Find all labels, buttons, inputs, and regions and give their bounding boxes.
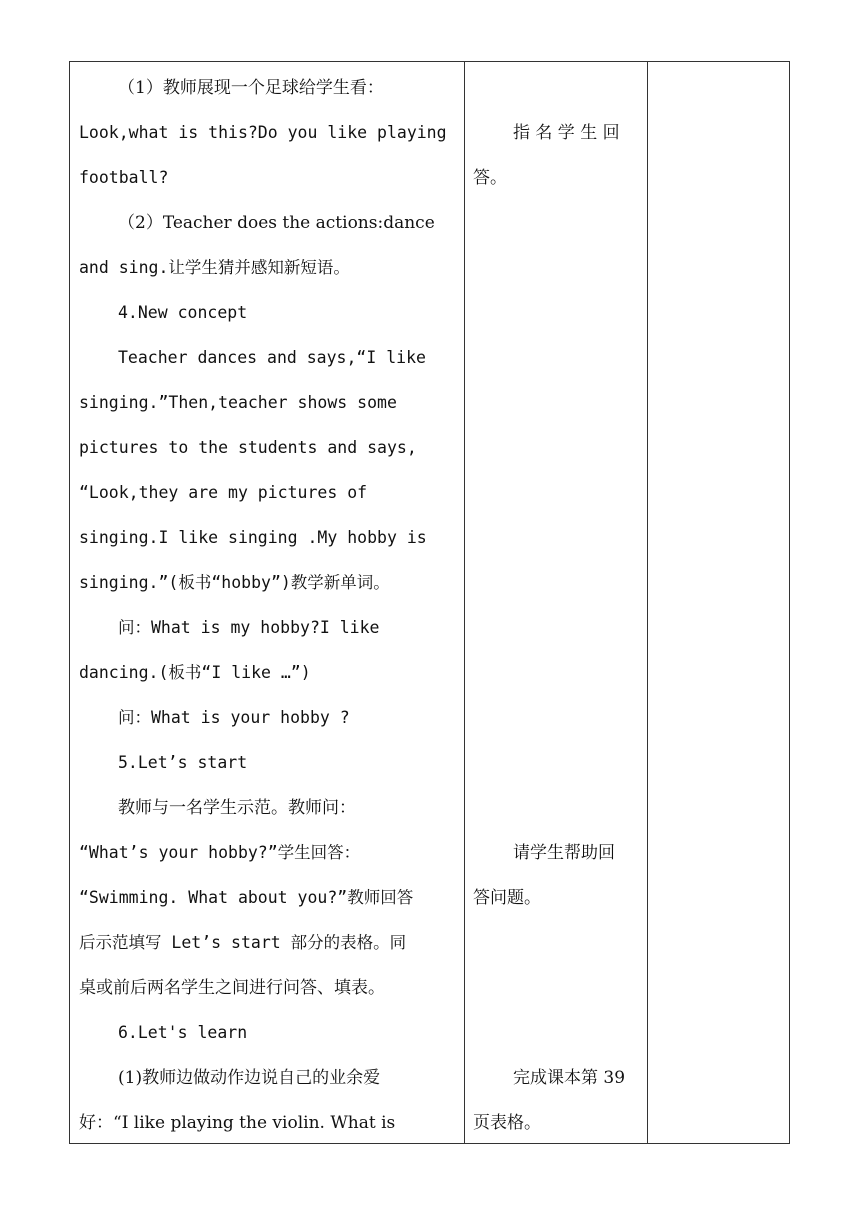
text-line: （2）Teacher does the actions:dance xyxy=(118,213,435,233)
text-line: singing.I like singing .My hobby is xyxy=(79,528,427,547)
text-line: 页表格。 xyxy=(473,1113,541,1133)
text-line: 4.New concept xyxy=(118,303,248,322)
text-line: pictures to the students and says, xyxy=(79,438,417,457)
column-divider xyxy=(647,62,648,1143)
column-divider xyxy=(464,62,465,1143)
text-line: Look,what is this?Do you like playing xyxy=(79,123,447,142)
text-line: 问：What is my hobby?I like xyxy=(118,618,380,637)
text-line: 完成课本第 39 xyxy=(513,1068,626,1088)
text-line: 请学生帮助回 xyxy=(513,843,615,863)
text-line: 答问题。 xyxy=(473,888,541,908)
text-line: singing.”(板书“hobby”)教学新单词。 xyxy=(79,573,390,592)
text-line: 5.Let’s start xyxy=(118,753,248,772)
text-line: and sing.让学生猜并感知新短语。 xyxy=(79,258,350,277)
text-line: 后示范填写 Let’s start 部分的表格。同 xyxy=(79,933,407,952)
text-line: “Look,they are my pictures of xyxy=(79,483,368,502)
text-line: singing.”Then,teacher shows some xyxy=(79,393,397,412)
text-line: Teacher dances and says,“I like xyxy=(118,348,426,367)
text-line: “Swimming. What about you?”教师回答 xyxy=(79,888,414,907)
text-line: 教师与一名学生示范。教师问： xyxy=(118,798,356,818)
text-line: （1）教师展现一个足球给学生看： xyxy=(118,78,384,98)
text-line: dancing.(板书“I like …”) xyxy=(79,663,311,682)
lesson-plan-table xyxy=(69,61,790,1144)
text-line: 答。 xyxy=(473,168,507,188)
text-line: “What’s your hobby?”学生回答： xyxy=(79,843,361,862)
text-line: 好：“I like playing the violin. What is xyxy=(79,1113,396,1133)
text-line: 问：What is your hobby ? xyxy=(118,708,350,727)
text-line: 指 名 学 生 回 xyxy=(513,123,620,143)
text-line: 桌或前后两名学生之间进行问答、填表。 xyxy=(79,978,385,998)
text-line: (1)教师边做动作边说自己的业余爱 xyxy=(118,1068,381,1088)
text-line: 6.Let's learn xyxy=(118,1023,248,1042)
text-line: football? xyxy=(79,168,169,187)
